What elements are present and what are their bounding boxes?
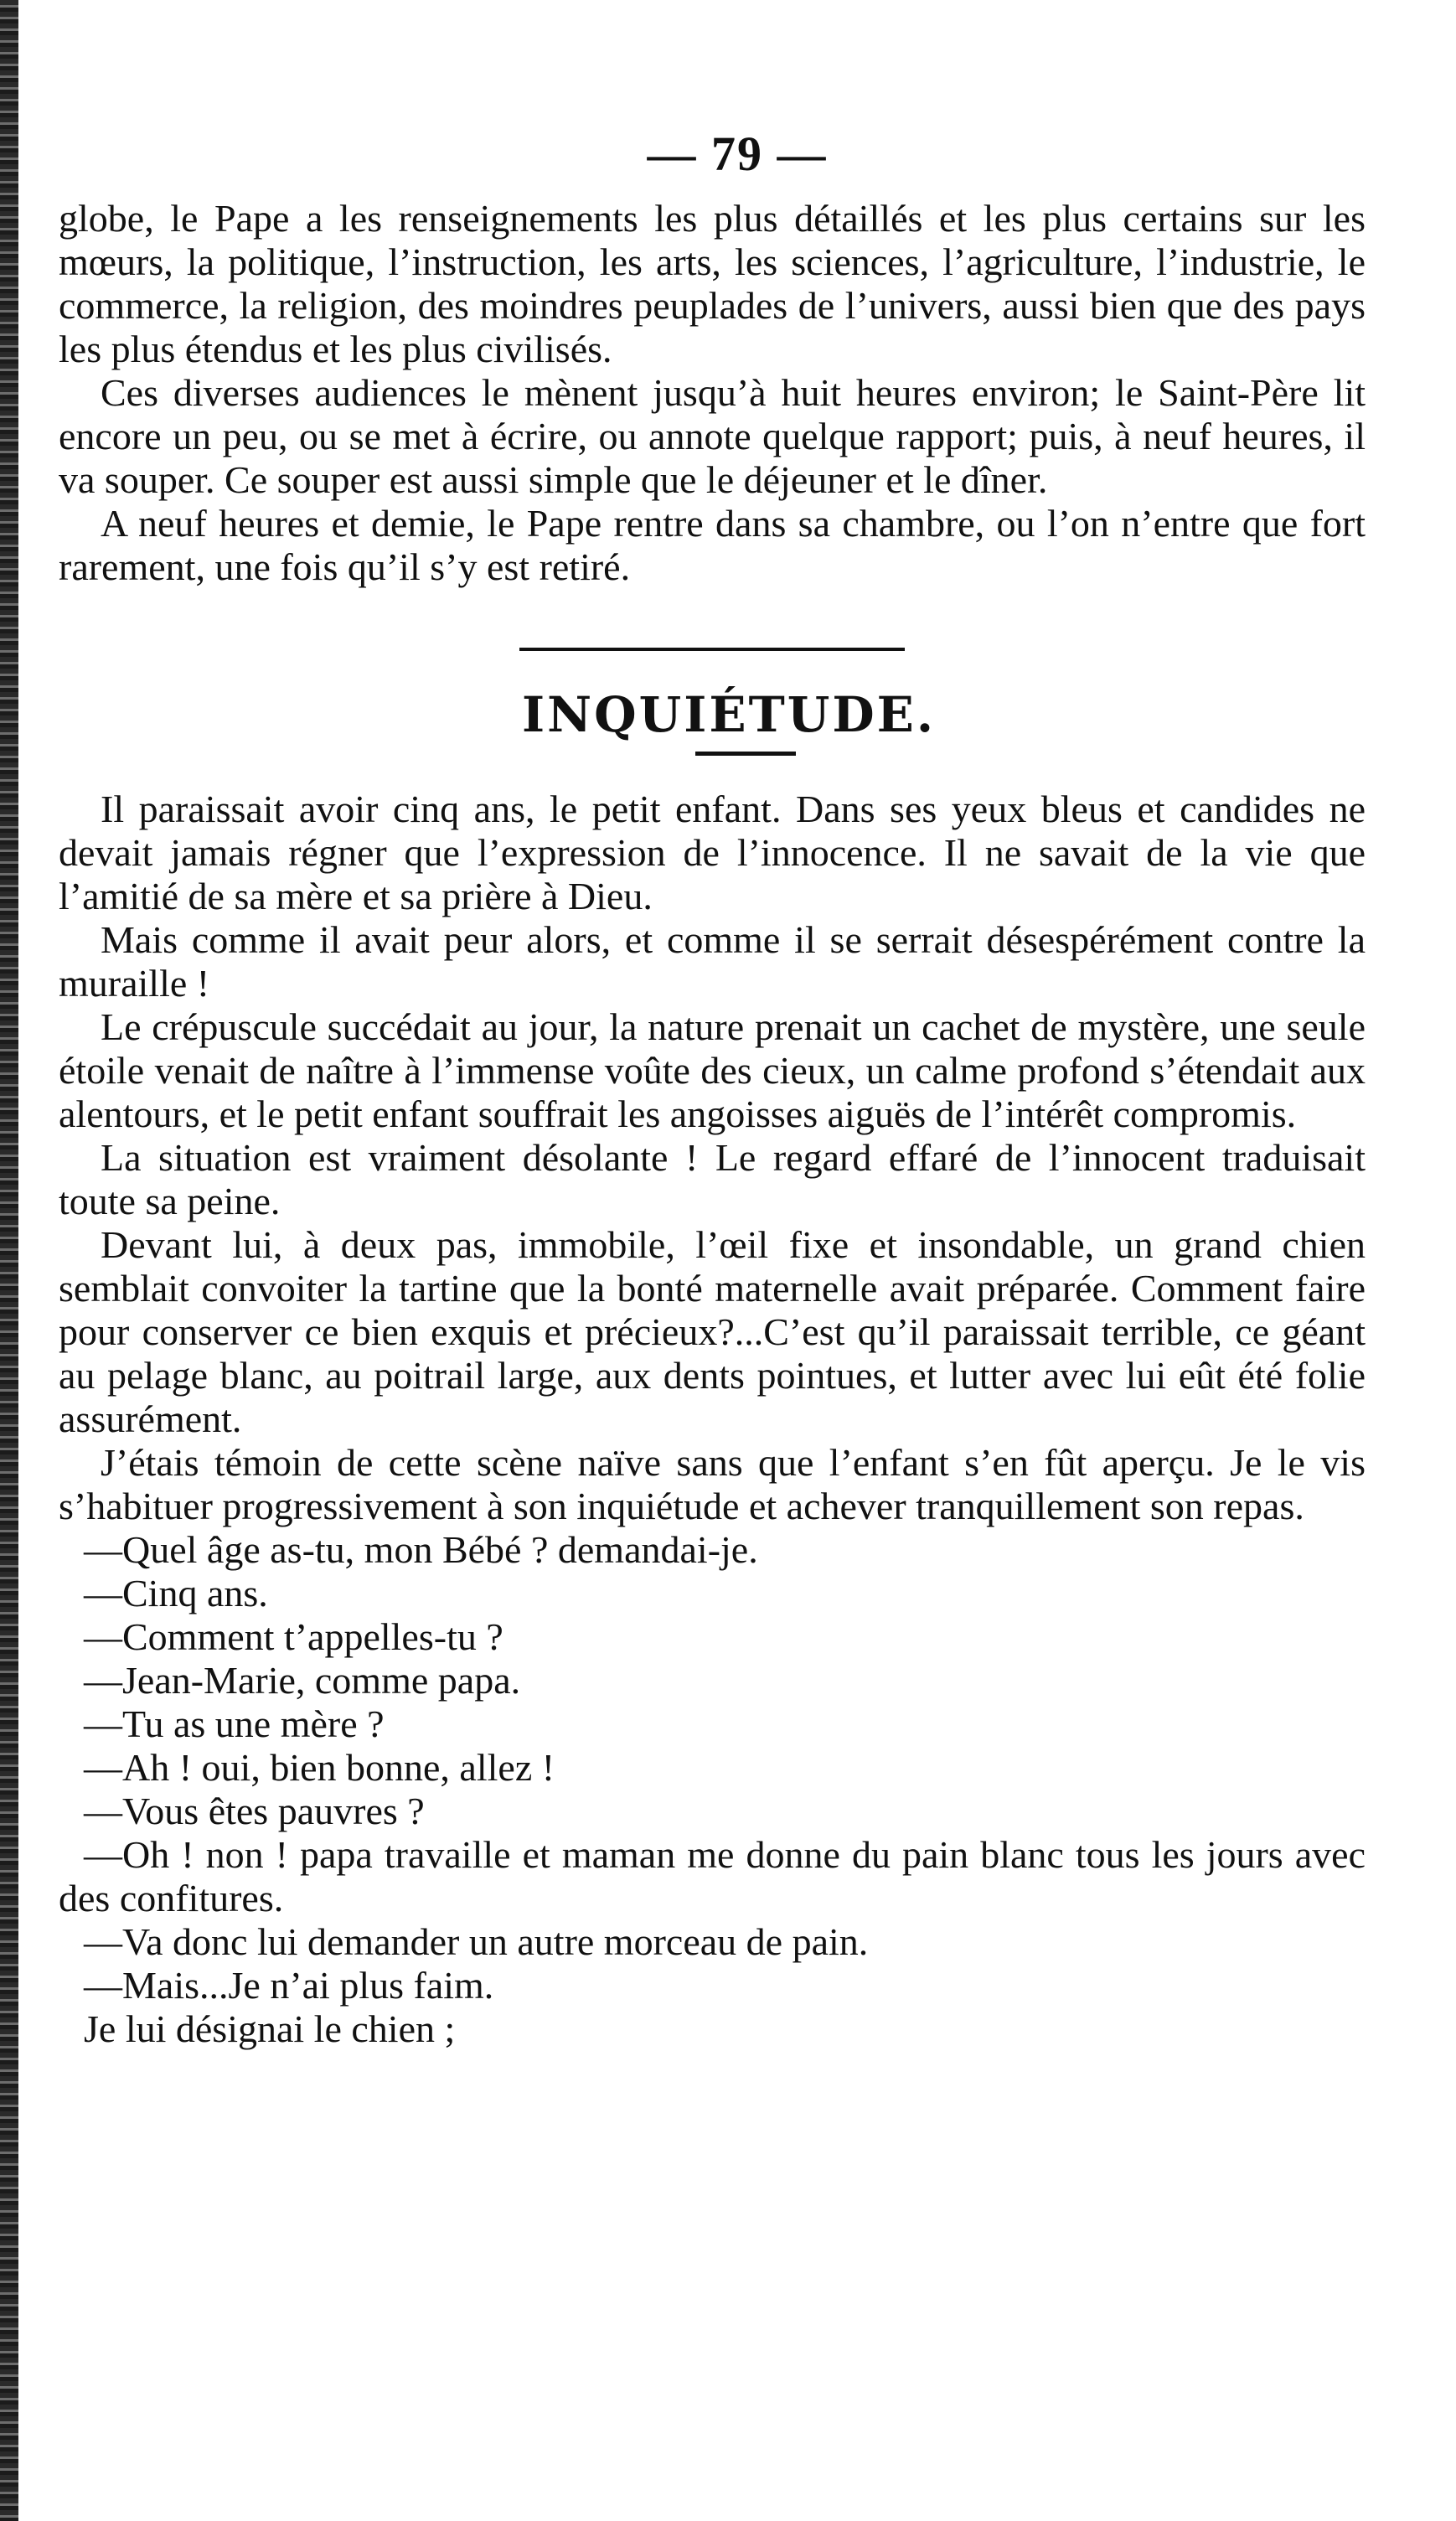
- section-heading: INQUIÉTUDE.: [521, 686, 937, 743]
- story-body: [59, 788, 1366, 2051]
- section-divider: [519, 648, 905, 651]
- dialogue-line-9: —Va donc lui demander un autre morceau de pain.: [84, 1920, 869, 1963]
- dialogue-line-1: —Quel âge as-tu, mon Bébé ? demandai-je.: [84, 1528, 758, 1571]
- story-paragraph-5: Devant lui, à deux pas, immobile, l’œil fixe et insondable, un grand chien semblait convoiter la tartine que la bonté maternelle avait préparée. Comment faire pour conserver ce bien exquis et précieux?...C’est qu’il paraissait terrible, ce géant au pelage blanc, au poitrail large, aux dents pointues, et lutter avec lui eût été folie assurément.: [59, 1223, 1366, 1440]
- story-paragraph-1: Il paraissait avoir cinq ans, le petit enfant. Dans ses yeux bleus et candides ne devait jamais régner que l’expression de l’innocence. Il ne savait de la vie que l’amitié de sa mère et sa prière à Dieu.: [59, 788, 1366, 917]
- dialogue-line-2: —Cinq ans.: [84, 1572, 268, 1614]
- intro-paragraph-2: Ces diverses audiences le mènent jusqu’à huit heures environ; le Saint-Père lit encore un peu, ou se met à écrire, ou annote quelque rapport; puis, à neuf heures, il va souper. Ce souper est aussi simple que le déjeuner et le dîner.: [59, 371, 1366, 501]
- dialogue-line-10: —Mais...Je n’ai plus faim.: [84, 1964, 494, 2007]
- intro-paragraph-1: globe, le Pape a les renseignements les plus détaillés et les plus certains sur les mœurs, la politique, l’instruction, les arts, les sciences, l’agriculture, l’industrie, le commerce, la religion, des moindres peuplades de l’univers, aussi bien que des pays les plus étendus et les plus civilisés.: [59, 197, 1366, 370]
- page-number: — 79 —: [647, 127, 828, 181]
- story-paragraph-6: J’étais témoin de cette scène naïve sans que l’enfant s’en fût aperçu. Je le vis s’habituer progressivement à son inquiétude et achever tranquillement son repas.: [59, 1441, 1366, 1527]
- dialogue-line-7: —Vous êtes pauvres ?: [84, 1790, 425, 1832]
- book-page: [59, 126, 1366, 2051]
- dialogue-line-3: —Comment t’appelles-tu ?: [84, 1615, 503, 1658]
- story-paragraph-4: La situation est vraiment désolante ! Le regard effaré de l’innocent traduisait toute sa peine.: [59, 1136, 1366, 1222]
- dialogue-line-8: —Oh ! non ! papa travaille et maman me donne du pain blanc tous les jours avec des confitures.: [59, 1833, 1366, 1919]
- story-paragraph-3: Le crépuscule succédait au jour, la nature prenait un cachet de mystère, une seule étoile venait de naître à l’immense voûte des cieux, un calme profond s’étendait aux alentours, et le petit enfant souffrait les angoisses aiguës de l’intérêt compromis.: [59, 1005, 1366, 1135]
- dialogue-line-5: —Tu as une mère ?: [84, 1702, 385, 1745]
- intro-paragraph-3: A neuf heures et demie, le Pape rentre dans sa chambre, ou l’on n’entre que fort rarement, une fois qu’il s’y est retiré.: [59, 502, 1366, 588]
- closing-line: Je lui désignai le chien ;: [84, 2007, 456, 2050]
- book-binding-edge: [0, 0, 18, 2521]
- story-paragraph-2: Mais comme il avait peur alors, et comme il se serrait désespérément contre la muraille !: [59, 918, 1366, 1005]
- heading-underline: [695, 752, 796, 756]
- dialogue-line-4: —Jean-Marie, comme papa.: [84, 1659, 521, 1702]
- dialogue-line-6: —Ah ! oui, bien bonne, allez !: [84, 1746, 555, 1789]
